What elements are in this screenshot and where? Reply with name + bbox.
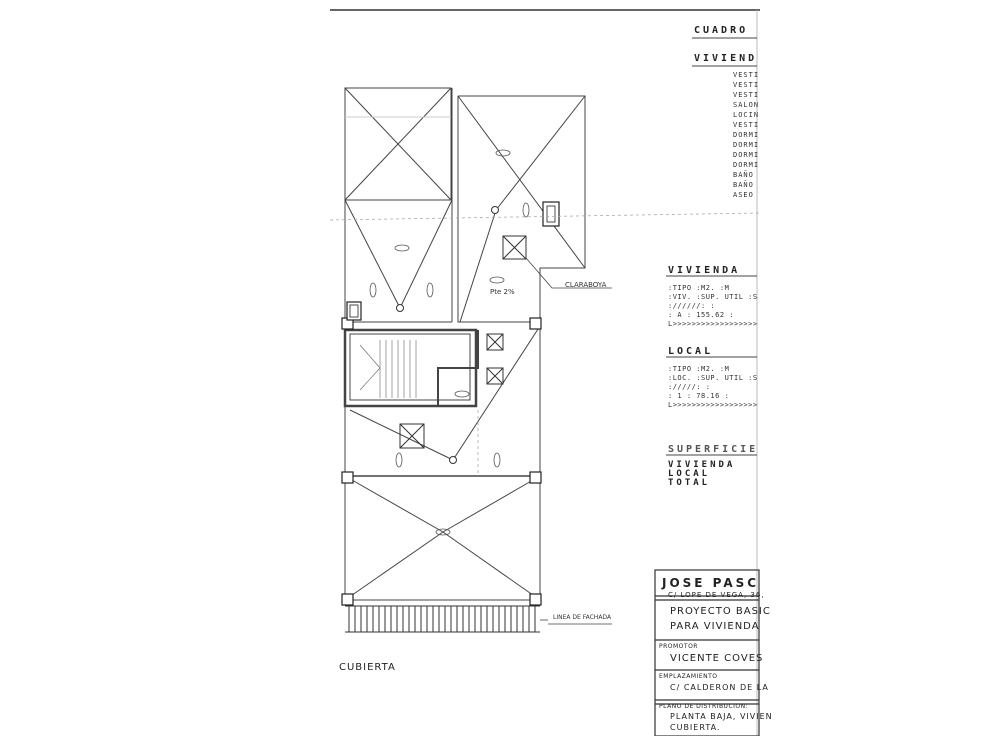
table-row: :VIV. :SUP. UTIL :S [668,293,758,301]
table-row: :LOC. :SUP. UTIL :S [668,374,758,382]
slope-markers [370,150,529,535]
chimney-vents [347,202,559,320]
facade-railing [345,606,540,632]
room-item: VESTI [733,121,760,129]
room-item: VESTI [733,71,760,79]
table-row: :TIPO :M2. :M [668,284,730,292]
promotor-name: VICENTE COVES [670,653,764,664]
room-item: BAÑO [733,181,754,189]
room-item: DORMI [733,131,760,139]
plano-line-2: CUBIERTA. [670,723,721,732]
room-item: BAÑO [733,171,754,179]
room-list [733,70,759,200]
superficie-row: VIVIENDA [668,460,736,470]
vivienda-table [668,284,758,329]
vivienda-table-title: VIVIENDA [668,265,741,276]
author-address: C/ LOPE DE VEGA, 36, [668,591,765,599]
room-item: VESTI [733,81,760,89]
room-item: DORMI [733,151,760,159]
room-item: DORMI [733,161,760,169]
local-table [668,365,758,410]
table-row: L>>>>>>>>>>>>>>>>>> [668,320,758,328]
cubierta-label: CUBIERTA [339,662,396,673]
plano-line-1: PLANTA BAJA, VIVIEN [670,712,773,721]
superficies-title: SUPERFICIE [668,444,759,455]
emplazamiento-value: C/ CALDERON DE LA [670,683,769,692]
table-row: : 1 : 78.16 : [668,392,730,400]
table-row: ://////: : [668,302,716,310]
project-line-1: PROYECTO BASIC [670,606,771,617]
table-row: : A : 155.62 : [668,311,735,319]
table-row: :TIPO :M2. :M [668,365,730,373]
room-item: SALON [733,101,760,109]
superficie-row: TOTAL [668,478,711,488]
emplazamiento-label: EMPLAZAMIENTO [659,673,718,680]
superficies-list [668,461,735,488]
room-item: ASEO [733,191,754,199]
stair-treads [360,340,416,398]
plano-label: PLANO DE DISTRIBUCION: [659,703,749,710]
cuadro-subtitle: VIVIEND [694,53,758,64]
corner-columns [342,318,541,605]
project-line-2: PARA VIVIENDA [670,621,760,632]
author-name: JOSE PASC [662,576,760,590]
table-row: L>>>>>>>>>>>>>>>>>> [668,401,758,409]
roof-drains [397,207,499,464]
room-item: VESTI [733,91,760,99]
superficie-row: LOCAL [668,469,711,479]
slope-label: Pte 2% [490,288,515,296]
claraboya-label: CLARABOYA [565,281,607,289]
roof-outline [345,88,585,600]
room-item: LOCIN [733,111,760,119]
room-item: DORMI [733,141,760,149]
table-row: ://///: : [668,383,711,391]
cuadro-title: CUADRO [694,25,749,36]
promotor-label: PROMOTOR [659,643,698,650]
local-table-title: LOCAL [668,346,714,357]
fachada-label: LINEA DE FACHADA [553,614,612,621]
